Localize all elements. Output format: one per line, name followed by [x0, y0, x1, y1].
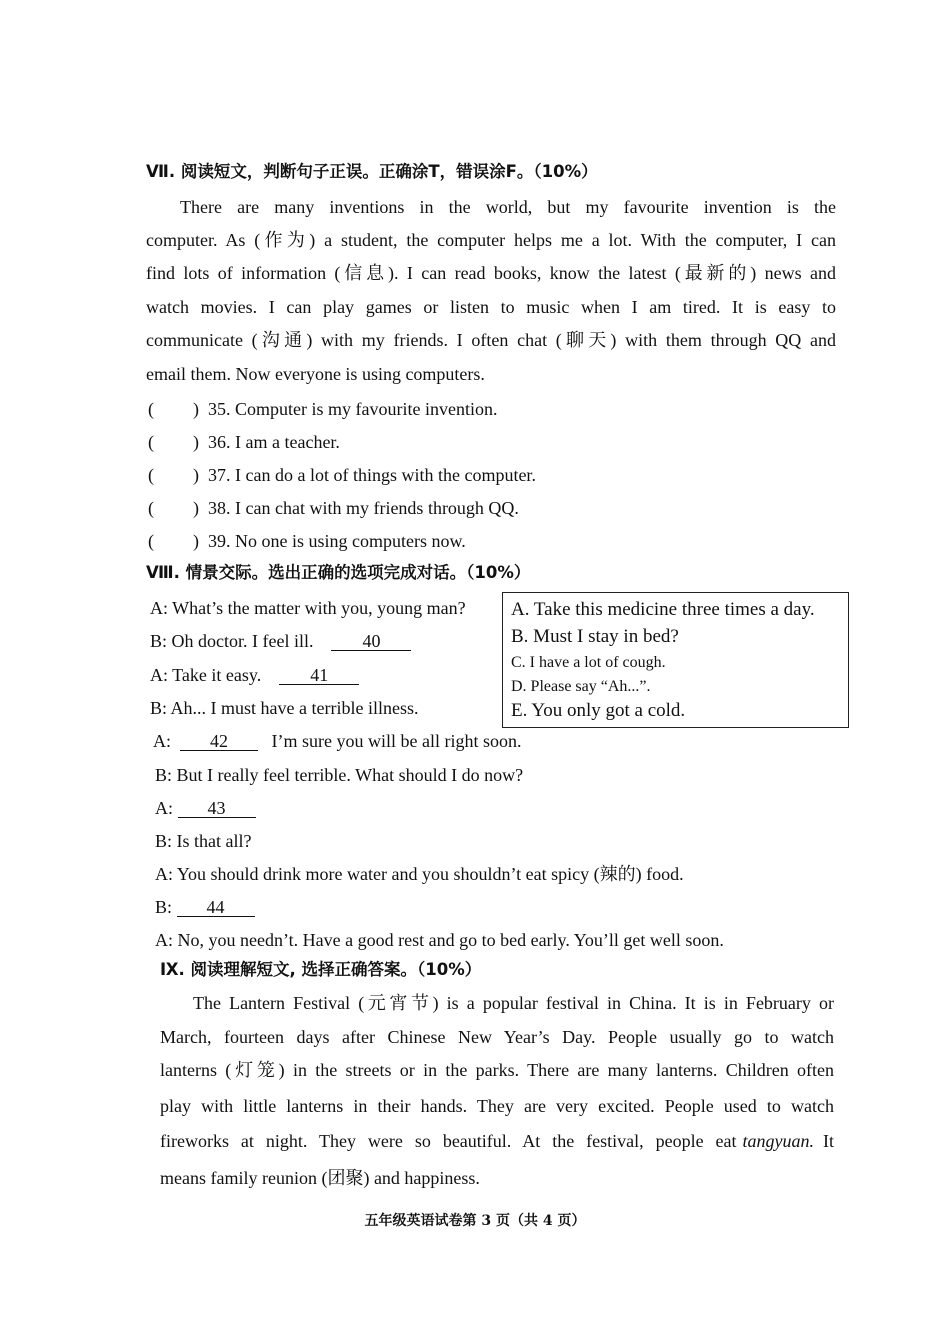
- option-b: B. Must I stay in bed?: [511, 626, 679, 647]
- passage-italic-word: tangyuan.: [742, 1131, 814, 1151]
- dialog-line: B: Ah... I must have a terrible illness.: [150, 698, 419, 718]
- options-box: [502, 592, 849, 728]
- option-c: C. I have a lot of cough.: [511, 654, 666, 671]
- page-footer: 五年级英语试卷第 3 页（共 4 页）: [364, 1213, 586, 1229]
- dialog-text: I’m sure you will be all right soon.: [271, 731, 522, 751]
- passage-line: [160, 1130, 834, 1152]
- passage-line: computer. As (作为) a student, the computer helps me a lot. With the computer, I can: [146, 230, 836, 250]
- dialog-text: A:: [155, 798, 173, 818]
- option-a: A. Take this medicine three times a day.: [511, 599, 815, 620]
- section-8-heading: Ⅷ. 情景交际。选出正确的选项完成对话。（10%）: [146, 563, 531, 582]
- question-text: 39. No one is using computers now.: [208, 531, 466, 551]
- option-e: E. You only got a cold.: [511, 700, 686, 721]
- answer-blank-44[interactable]: 44: [177, 898, 255, 917]
- question-text: 38. I can chat with my friends through QQ.: [208, 498, 519, 518]
- passage-line: play with little lanterns in their hands. They are very excited. People used to watch: [160, 1096, 834, 1116]
- answer-bracket-open: (: [148, 531, 154, 551]
- passage-line: means family reunion (团聚) and happiness.: [160, 1168, 480, 1188]
- dialog-line: A: No, you needn’t. Have a good rest and go to bed early. You’ll get well soon.: [155, 930, 724, 950]
- answer-bracket-open: (: [148, 432, 154, 452]
- dialog-line: [155, 896, 255, 918]
- passage-line: There are many inventions in the world, but my favourite invention is the: [180, 197, 836, 217]
- dialog-line: [153, 730, 521, 752]
- answer-bracket-close: ): [193, 498, 199, 518]
- dialog-line: [155, 797, 256, 819]
- passage-text: It: [823, 1131, 834, 1151]
- dialog-line: [150, 630, 411, 652]
- option-d: D. Please say “Ah...”.: [511, 678, 651, 695]
- dialog-text: B:: [155, 897, 173, 917]
- question-text: 37. I can do a lot of things with the computer.: [208, 465, 536, 485]
- passage-line: The Lantern Festival (元宵节) is a popular festival in China. It is in February or: [193, 993, 834, 1013]
- answer-blank-43[interactable]: 43: [178, 799, 256, 818]
- dialog-line: A: You should drink more water and you shouldn’t eat spicy (辣的) food.: [155, 864, 684, 884]
- answer-bracket-close: ): [193, 531, 199, 551]
- section-9-heading: Ⅸ. 阅读理解短文, 选择正确答案。（10%）: [160, 960, 482, 979]
- section-7-heading: Ⅶ. 阅读短文，判断句子正误。正确涂T，错误涂F。（10%）: [146, 162, 598, 181]
- passage-line: lanterns (灯笼) in the streets or in the parks. There are many lanterns. Children often: [160, 1060, 834, 1080]
- question-text: 35. Computer is my favourite invention.: [208, 399, 498, 419]
- passage-text: fireworks at night. They were so beautiful. At the festival, people eat: [160, 1131, 737, 1151]
- answer-blank-40[interactable]: 40: [331, 632, 411, 651]
- answer-bracket-open: (: [148, 465, 154, 485]
- answer-blank-42[interactable]: 42: [180, 732, 258, 751]
- answer-bracket-close: ): [193, 432, 199, 452]
- dialog-line: B: But I really feel terrible. What should I do now?: [155, 765, 524, 785]
- answer-bracket-open: (: [148, 498, 154, 518]
- question-text: 36. I am a teacher.: [208, 432, 340, 452]
- dialog-text: A:: [153, 731, 171, 751]
- dialog-line: B: Is that all?: [155, 831, 252, 851]
- answer-bracket-close: ): [193, 399, 199, 419]
- answer-bracket-open: (: [148, 399, 154, 419]
- passage-line: find lots of information (信息). I can read books, know the latest (最新的) news and: [146, 263, 836, 283]
- dialog-text: A: Take it easy.: [150, 665, 262, 685]
- passage-line: communicate (沟通) with my friends. I often chat (聊天) with them through QQ and: [146, 330, 836, 350]
- passage-line: email them. Now everyone is using computers.: [146, 364, 485, 384]
- answer-blank-41[interactable]: 41: [279, 666, 359, 685]
- dialog-line: [150, 664, 359, 686]
- passage-line: watch movies. I can play games or listen to music when I am tired. It is easy to: [146, 297, 836, 317]
- passage-line: March, fourteen days after Chinese New Year’s Day. People usually go to watch: [160, 1027, 834, 1047]
- answer-bracket-close: ): [193, 465, 199, 485]
- dialog-text: B: Oh doctor. I feel ill.: [150, 631, 314, 651]
- dialog-line: A: What’s the matter with you, young man?: [150, 598, 466, 618]
